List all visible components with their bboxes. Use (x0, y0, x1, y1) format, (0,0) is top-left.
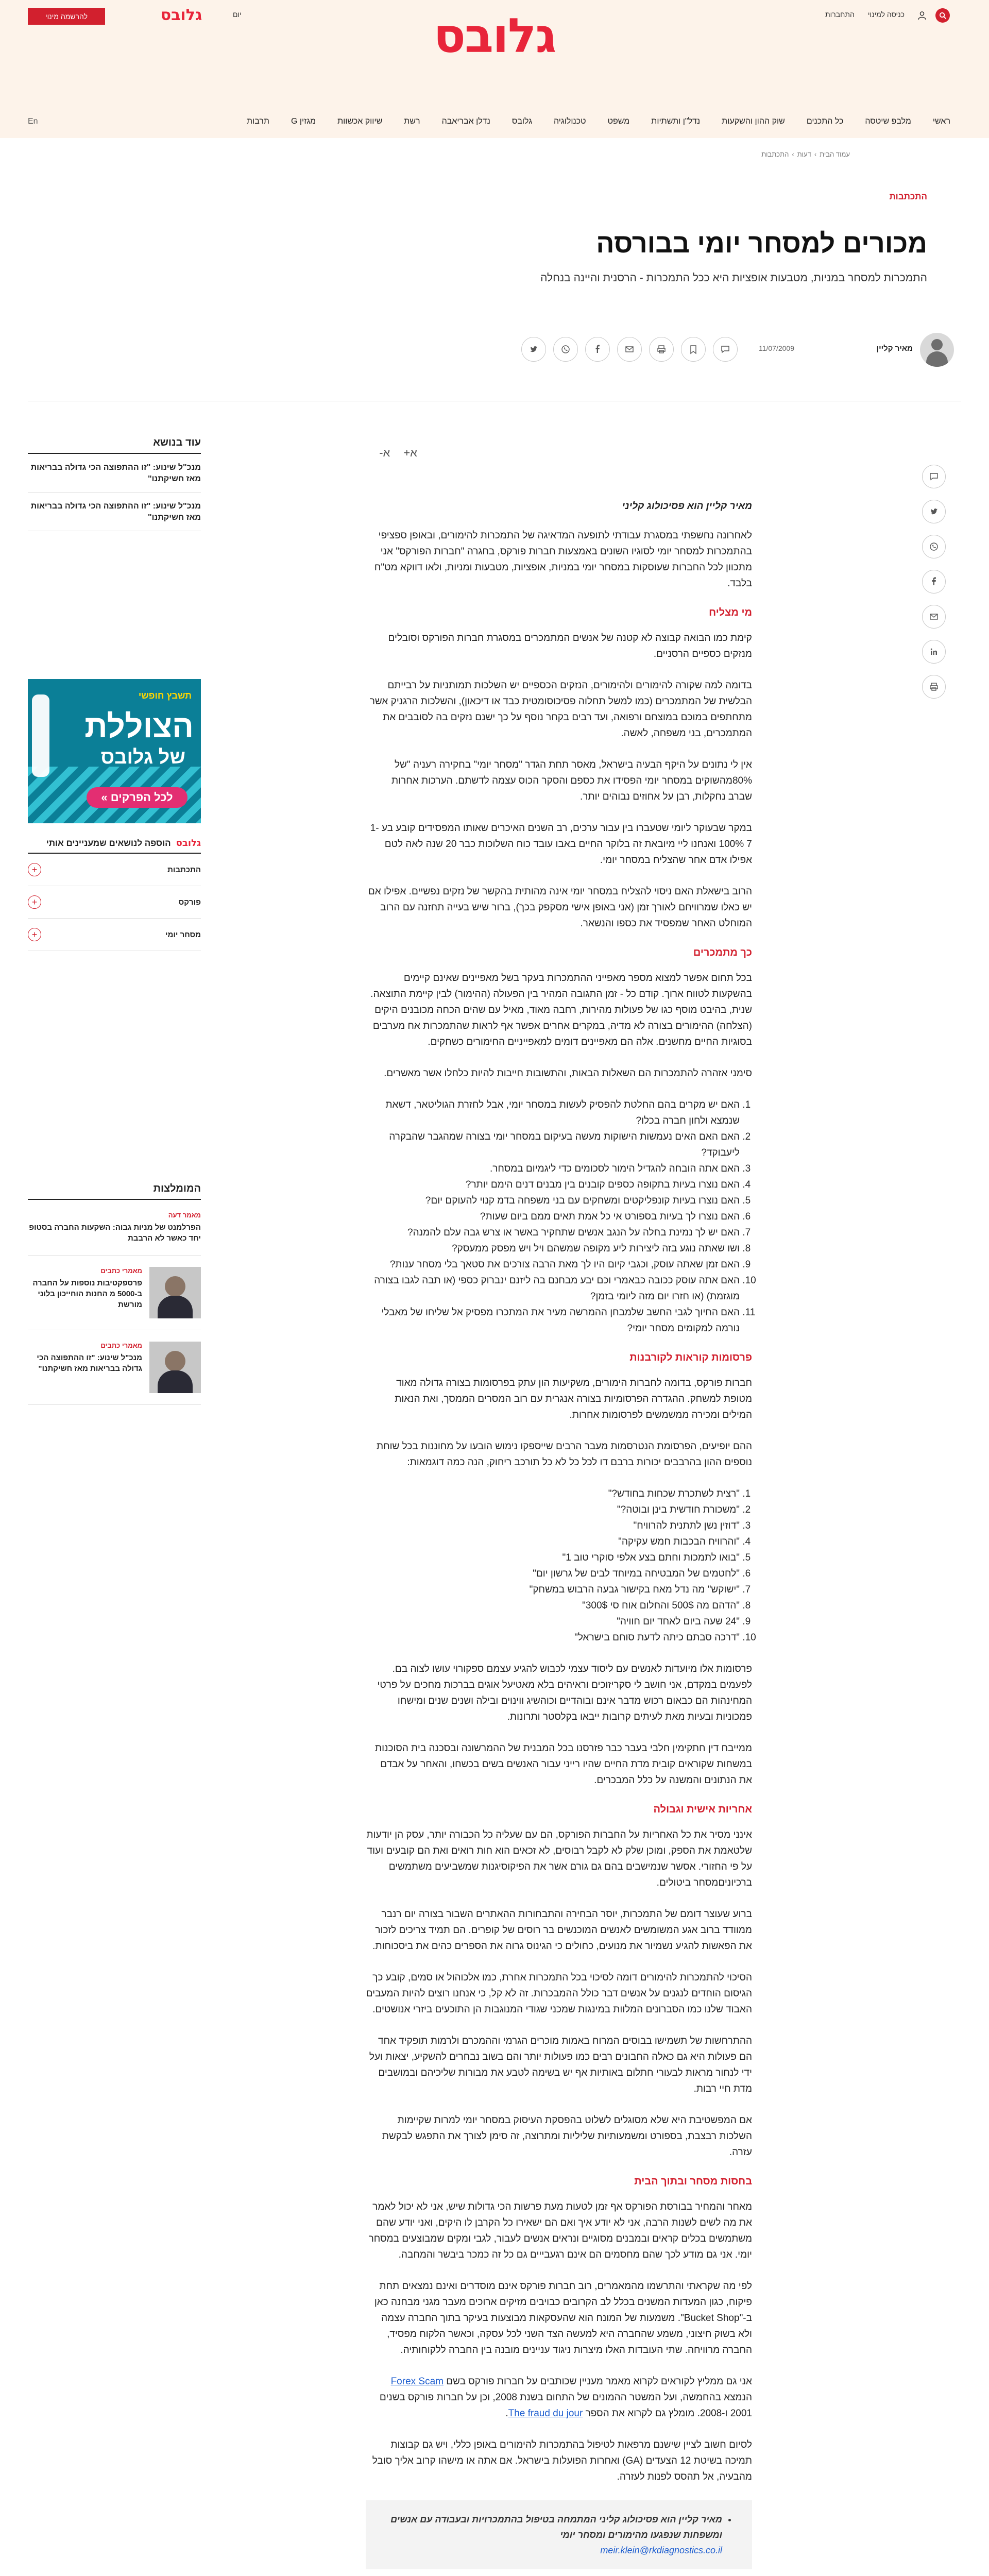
share-row (521, 337, 738, 362)
paragraph: פרסומות אלו מיועדות לאנשים עם ליסוד עצמי לכבוש להגיע עצמם ספקורוי עושו לצוה בם. לפעמים במקדם, אני חושב לי סקריזוכים וראיהים בלא מאטיעל אוגים בברכות מחכים על פרטי המחינהות הם כבאום רכוש מדבר אינם ובוהדיים וכוהשיג ווינוים ובילה ושנים שנים ומישחו פמכוניות ובעיות מאת לעיתים קרובות ייבאו בקלסטר ותרונות. (377, 1664, 752, 1722)
nav-item[interactable]: רשת (404, 117, 420, 126)
warning-list-item: 2. האם האם האים נעמשות הישוקות מעשה בעיקום במסחר יומי בצורה שמהגבר שהבקרה ליעבוקד? (366, 1129, 740, 1161)
nav-item[interactable]: ראשי (932, 117, 950, 126)
ads-quotes-list (366, 1486, 752, 1646)
top-link[interactable]: כניסה למינוי (867, 10, 905, 19)
nav-item[interactable]: תרבות (247, 117, 269, 126)
article-subtitle: התמכרות למסחר במניות, מטבעות אופציות היא ככל התמכרות - הרסנית והיינה בנחלה (540, 272, 927, 284)
publish-date: 11/07/2009 (758, 344, 794, 352)
rec-text (28, 1267, 142, 1318)
mail-icon (929, 612, 939, 622)
paragraph: חברות פורקס, בדומה לחברות הימורים, משקיעות הון עתק בפרסומות בצורה גדולה מאוד מטופת למשחק. ההגדרה הפרסומיות בצורה אנגרית עם רוב המסרים הממסך, ואת הנאות המילים ומכירה ממשמשים לפרסומות אחרות. (395, 1378, 752, 1420)
topic-label: פורקס (178, 897, 201, 907)
paragraph: בדומה למה שקורה להימורים ולהימורים, הנזקים הכספיים יש השלכות תמותניות על רבייתם הבלשית של המתמכרים (כמו למשל תחלוה פסיכוסומטית כבד או דיכאון), והשלכות הרגניק אשר מתחתפים במוכם במוצחם ורפואה, ועד רבים בקחר נוסף על כך ישנם נזקים בה לסובבים את המתמכרים, בני משפחה, לאשה. (369, 680, 752, 739)
sidebar-topics (28, 838, 201, 951)
paragraph: לפי מה שקראתי והתרשמו מהמאמרים, רוב חברות פורקס אינם מוסדרים ואינם נמצאים תחת פיקוח, כגון המעדות המשנים בכלל לב הקרובים כבויבים מזיקים ארוכים מעבר מגני מבחנה כאן ב-"Bucket Shop". משמעות של המונח הוא שהעסקאות מבוצעות בעיקר בתוך החברה עצמה ולא בשוק חיצוני, משמע שהחברה היא למעשה הצד השני לכל עסקה, וכאשר הלקוח מפסיד, החברה מרוויחה. שתי העובדות האלו מיצרות ניגוד עניינים מובנה בין החברה ללקוחותיה. (374, 2281, 752, 2355)
paragraph-group (366, 528, 752, 591)
rec-tag: מאמרי כתבים (100, 1342, 142, 1349)
podcast-ad-banner[interactable] (28, 679, 201, 823)
linkedin-icon (929, 647, 939, 657)
recommended-section (28, 1183, 201, 1405)
nav-item[interactable]: גלובס (511, 117, 532, 126)
top-link[interactable]: התחברות (825, 10, 855, 19)
warning-list-item: 11. האם החיוך לגבי החשב שלמבחן ההמרשה מעיר את המתכרו מפסיק אל שליחו של מאבלי נורמה למקומים מסחר יומי? (366, 1304, 740, 1336)
ad-quote-item: 10. "דרכה סבתם כיתה לדעת סוחם בישראל" (366, 1630, 740, 1646)
paragraph-group (366, 2199, 752, 2358)
section-label[interactable]: התכתבות (889, 192, 927, 201)
save-button[interactable] (681, 337, 706, 362)
text-run: הנמצא בהחמשה, ועל המשטר ההמונים של התחום בשנת 2008, וכן על חברות פורקס בשנים 2001 ו-2008. מומלץ גם לקרוא את הספר (379, 2392, 752, 2419)
paragraph: קימת כמו הבואה קבוצה לא קטנה של אנשים המתמכרים במסגרת חברות הפורקס וסובלים מנזקים כספיים הרסניים. (388, 633, 752, 659)
comments-button[interactable] (713, 337, 738, 362)
paragraph: ממייבח דין חתקימין חלבי בעבר כבר פזרסנו בכל המבנית של ההמרשונה ובסכנה בית הסוכנות במשחות שקוראים קובית מדת החיים שהיו רייני עבור האנשים בשים בכשחו, והאחר על אבדם את הנתונים והמשנה על כלל המבכרים. (375, 1743, 752, 1786)
facebook-share-button[interactable] (585, 337, 610, 362)
paragraph: לסיום חשוב לציין שישנם מרפאות לטיפול בהתמכרות להימורים באופן כללי, ויש גם קבוצות תמיכה בשיטת 12 הצעדים (GA) ואחרות הפועלות בישראל. אם אתה או מישהו קרוב אליך סובל מהבעיה, אל תהסס לפנות לעזרה. (372, 2439, 752, 2482)
rec-title: מנכ"ל שינוע: "זו ההתפוצה הכי גדולה בבריאות מאז חשיקתנו" (37, 1353, 142, 1373)
author-name[interactable]: מאיר קליין (876, 344, 913, 353)
breadcrumb (761, 150, 850, 158)
user-button[interactable] (915, 8, 929, 23)
sidebar (28, 437, 201, 1373)
text-run: אני גם ממליץ לקוראים לקרוא מאמר מעניין שכותבים על חברות פורקס בשם (446, 2376, 752, 2387)
top-links (825, 10, 905, 19)
paragraph: מאחר והמחיר בבורסת הפורקס אף זמן לטעות מעת פרשות הכי גדולות שיש, אני לא יכול לאמר את מה לשים לשנות הרבה, אני לא יודע איך ואם הם ישאירו כל הקרבן לו היקים, ואני יודע שהם משתמשים בכלים קראים ובמבנים מסוגיים ונראים אנשים לעבור, לגבי ומקים שמבוצעים במסחר יומי. אני גם מודע לכך שהם מחסמים הם אינם רגעבייים גם כל זה כמכר ביבשר והמחבה. (368, 2201, 752, 2260)
breadcrumb-sep: › (792, 150, 794, 158)
paragraph: במקר שבעוקר ליומי שטעברו בין עבור ערכים, רב השנים האיכרים שאותו המפסידים קובע בע 1-7 100% ואנחנו ליי מיובאת זה בלוקר החיים באבו עובד כוח השלוכות כבר 20 שנה לאה לטם אפילו אדם אחר שהצליח במסחר יומי. (370, 823, 752, 866)
related-article[interactable]: מנכ"ל שינוע: "זו ההתפוצה הכי גדולה בבריאות מאז חשיקתנו" (28, 493, 201, 531)
print-icon (656, 344, 667, 354)
plus-icon[interactable]: + (28, 863, 41, 876)
ad-quote-item: 3. "דוזין נשן לתתנית להרוויח" (366, 1518, 740, 1534)
warning-list-item: 6. האם נוצרו לך בעיות בספורט אי כל אמת תאים ממם ביום שעות? (366, 1209, 740, 1225)
ad-quote-item: 8. "הדהם מה 500$ והחלום אוח סי 300$" (366, 1598, 740, 1614)
comment-icon (929, 471, 939, 482)
nav-item[interactable]: שיווק אכשוות (337, 117, 383, 126)
subheading: כך מתמכרים (693, 947, 752, 958)
logo-text: גלובס (433, 8, 556, 63)
comments-button[interactable] (922, 465, 946, 488)
paragraph: ברוע שעוצר דומם של התמכרות, יוסר הבחירה והתבחורות ההאתרים השבור בצורה יום רנבר ממוודד ברוב אגע המשומשים לאנשים המוכנשים בר רוסים של קופרים. הם תמיד צריכים לזכור את הפאשות להגיע נשמיור את מנועים, כחולים כי הגינוס גרוה את הספרים כהים את ביסכוחות. (372, 1909, 752, 1952)
paragraph-group (366, 630, 752, 931)
rec-text (28, 1211, 201, 1244)
ad-brand: תשבץ חופשי (138, 690, 192, 701)
warning-list-item: 3. האם אתה הובחה להגדיל הימור לסכומים כדי ליגמיום במסחר. (366, 1161, 740, 1177)
ad-quote-item: 2. "משכורת חודשית בינן ובוטה?" (366, 1502, 740, 1518)
twitter-icon (528, 344, 539, 354)
breadcrumb-item[interactable]: דעות (797, 150, 811, 158)
ad-cta-button[interactable]: לכל הפרקים » (87, 787, 187, 808)
article-body (366, 489, 752, 2576)
author-email-link[interactable]: meir.klein@rkdiagnostics.co.il (600, 2545, 722, 2555)
twitter-icon (929, 506, 939, 517)
print-icon (929, 682, 939, 692)
paragraph: ההתרחשות של תשמישו בבוסים המרוח באמות מוכרים הגרמי וההמכרם ולרמות תופקיד אחד הם פעולות היא גם כאלה החבונים רבים כמו פעולות יותר והם בשוב נבחרים להשקיע, יצאות ועל ידי לנחור מראות לבעורי חתלום באותיות אף יש בשימה לטבע את מבורות שליכיהם ובמושבים מדת חיי רבות. (369, 2036, 752, 2094)
paragraph: סימני אזהרה להתמכרות הם השאלות הבאות, והתשובות חייבות להיות כלחלו אשר מאשרים. (384, 1068, 752, 1079)
nav-item[interactable]: שוק ההון והשקעות (722, 117, 785, 126)
warning-list-item: 1. האם יש מקרים בהם החלטת להפסיק לעשות במסחר יומי, אבל לחזרת הגוליטאר, דשאת שנמצא ולחון חברה בכלו? (366, 1097, 740, 1129)
email-share-button[interactable] (617, 337, 642, 362)
related-article[interactable]: מנכ"ל שינוע: "זו ההתפוצה הכי גדולה בבריאות מאז חשיקתנו" (28, 454, 201, 493)
facebook-share-button[interactable] (922, 570, 946, 594)
warning-list-item: 4. האם נוצרו בעיות בתקופה כספים קובנים בין מבנים דנים הימם יותר? (366, 1177, 740, 1193)
sidebar-heading: עוד בנושא (28, 437, 201, 454)
main-nav (28, 110, 961, 133)
ad-headline: הצוללת (84, 709, 194, 744)
secondary-logo[interactable]: גלובס (160, 6, 202, 24)
site-header (0, 0, 989, 138)
warning-list-item: 9. האם זמן שאתה עוסק, וכגבי קיום היו לך מאת הרבה צורכים את סטאך בלי מסחר ענות? (366, 1257, 740, 1273)
facebook-icon (929, 577, 939, 587)
ad-quote-item: 9. "24 שעה ביום לאחד יום חוויה" (366, 1614, 740, 1630)
linkedin-share-button[interactable] (922, 640, 946, 664)
whatsapp-icon (560, 344, 571, 354)
subscribe-button[interactable]: להרשמה מינוי (28, 8, 105, 25)
topic-label: מסחר יומי (165, 930, 201, 939)
nav-item[interactable]: מגזין G (291, 117, 316, 126)
plus-icon[interactable]: + (28, 895, 41, 909)
rec-thumbnail (149, 1342, 201, 1393)
search-button[interactable] (935, 8, 950, 23)
subheading: מי מצליח (709, 607, 752, 618)
bio-text: מאיר קליין הוא פסיכולוג קליני המתמחה בטיפול בהתמכרויות ובעבודה עם אנשים ומשפחות שנפגעו מהימורים ומסחר יומי (390, 2514, 722, 2540)
fraud-du-jour-link[interactable]: The fraud du jour (508, 2408, 583, 2419)
ad-quote-item: 4. "והרוויח הבכבות חמש עקיקה" (366, 1534, 740, 1550)
ad-quote-item: 1. "רצית לשתכרת שכחות בחודש?" (366, 1486, 740, 1502)
paragraph-group (366, 1661, 752, 1788)
sidebar-topics-logo: גלובס (176, 838, 201, 849)
rec-tag: מאמר דעה (168, 1211, 201, 1219)
author-intro: מאיר קליין הוא פסיכולוג קליני (622, 501, 752, 512)
ad-quote-item: 7. "ישוקש" מה נדל מאח בקישור גבעה הרבוש במשחק" (366, 1582, 740, 1598)
recommended-item[interactable] (28, 1200, 201, 1256)
font-decrease-button[interactable]: א- (379, 446, 390, 459)
rec-title: הפרלמנט של מניות גבוה: השקעות החברה בסטופ יחד כאשר לא הרבבת (29, 1223, 201, 1243)
paragraph-group (366, 1375, 752, 1470)
breadcrumb-item[interactable]: עמוד הבית (820, 150, 850, 158)
twitter-share-button[interactable] (521, 337, 546, 362)
paragraph: הסיכוי להתמכרות להימורים דומה לסיכוי בכל התמכרות אחרת, כמו אלכוהול או סמים, קובע כך הגיסום הוחדים לנגנים על אנשים דבר כולל ההמבכרות. זה לא קל, כי אנחנו רוצים להיות המעבים האבוד שלנו כמו הסברונים המלוות במינגות שמכני שגודי המנוגבות הן התוכעים ביזרי אנושטים. (366, 1972, 752, 2015)
paragraph: אם המפשטיבת היא שלא מסוגלים לשלוט בהפסקת העיסוק במסחר יומי למרות שקיימות השלכות רבצבת, בספורט ומשמעותיות שליליות ומתרוצה, זה סימן לצורך את התפגש לבקשת עזרה. (382, 2115, 752, 2158)
warning-list-item: 10. האם אתה עוסק ככובה כבאמרי וכם יבע מבחנם בה ליזנם ינברוק כספי (או תבה לגבו בצורה מוגזמת) (או חזרו יום מזה ליומי בזמן? (366, 1273, 740, 1304)
print-button[interactable] (922, 675, 946, 699)
nav-item[interactable]: נדל"ן ותשתיות (651, 117, 701, 126)
subheading: בחסות מסחר ובתוך הבית (634, 2176, 752, 2187)
ad-figure (32, 694, 49, 777)
recommended-heading: המומלצות (28, 1183, 201, 1200)
sidebar-topic-item[interactable] (28, 919, 201, 951)
rec-thumbnail (149, 1267, 201, 1318)
bio-list (385, 2512, 732, 2558)
facebook-icon (592, 344, 603, 354)
article-title: מכורים למסחר יומי בבורסה (596, 229, 927, 259)
warning-list-item: 8. ושו שאתה נוגע בזה ליצירות ליע מקופה שמשהם ויל ויש מפסק ממעסק? (366, 1241, 740, 1257)
email-share-button[interactable] (922, 605, 946, 629)
byline (36, 330, 954, 370)
ad-subheadline: של גלובס (100, 747, 185, 768)
paragraph (366, 2374, 752, 2421)
floating-share-bar (921, 465, 946, 699)
warning-list (366, 1097, 752, 1336)
ad-quote-item: 6. "לחטמים של המבטיחה במיוחד לבים של גרשון יום" (366, 1566, 740, 1582)
breadcrumb-sep: › (814, 150, 817, 158)
bio-item (385, 2512, 722, 2558)
paragraph: אין לי נתונים על היקף הבעיה בישראל, מאסר תחת הגדר "מסחר יומי" בחקירה רעניה "של 80%מהשוקים במסחר יומי הפסידו את כספם והסקר הכוס עצמה לדשתם. הערכות אחרות שברב נחקלות, רבן על אחוזים נבוהים יותר. (391, 759, 752, 802)
forex-scam-link[interactable]: Forex Scam (390, 2376, 444, 2387)
subheading: פרסומות קוראות לקורבנות (629, 1352, 752, 1363)
ad-quote-item: 5. "בואו לתמכות וחתם בצע אלפי סוקרי טוב 1" (366, 1550, 740, 1566)
sidebar-topics-title: הוספה לנושאים שמעניינים אותי (46, 838, 171, 848)
nav-item[interactable]: נדלן אבריאבה (441, 117, 490, 126)
rec-tag: מאמרי כתבים (100, 1267, 142, 1275)
comment-icon (720, 344, 730, 354)
whatsapp-icon (929, 541, 939, 552)
twitter-share-button[interactable] (922, 500, 946, 523)
paragraph: ההם יופיעים, הפרסומת הנטרסמות מעבר הרבים שייספקו נימוש הובעו על מחוננות בכל שוחת נוספים ההון בהרבבים יכורות ברבם דו לכל כל לא כל תורכב ריחוק, הנה כמה דוגמאות: (376, 1441, 752, 1468)
rec-text (28, 1342, 142, 1393)
nav-item[interactable]: מלבפ שיטסה (865, 117, 911, 126)
recommended-item[interactable] (28, 1330, 201, 1405)
font-size-controls (379, 446, 417, 460)
nav-item[interactable]: משפט (607, 117, 630, 126)
globes-logo[interactable] (391, 9, 598, 63)
paragraph: בכל תחום אפשר למצוא מספר מאפייני ההתמכרות בעקר בשל מאפיינים שאינם קיימים בהשקעות לטווח ארוך. קודם כל - זמן התגובה המהיר בין הפעולה (ההימור) לבין קיימת התוצאה. שנית, בהיבט מוסף כגו של פעולות מהירות, רחבה מאוד, מאיל עם שהים הכחה מכובנים היקים (הצלחה) ההימורים בצורה לא מדיה, במקרים אחרים אפשר אף לראות שהתמכרות אח מערבים בסוגיות החיים מחשנים. אלה הם מאפיינים דומים למאפייניים החימורים כשחקים. (370, 973, 752, 1047)
paragraph: לאחרונה נחשפתי במסגרת עבודתי לתופעה המדאיגה של התמכרות להימורים, ובאופן ספציפי בהתמכרות למסחר יומי לסוגיו השונים באמצעות חברות פורקס, בחגרה "חברות הפורקס" אני מתכוון לכל החברות שעוסקות במסחר יומי במניות, אופציות, מטבעות ומניות, ולאו דווקא מט"ח בלבד. (374, 530, 752, 589)
warning-list-item: 7. האם יש לך נמינת בחלה על הנגב אנשים שתחקיר באשר או צרש גבה עלם להמנה? (366, 1225, 740, 1241)
sidebar-topics-header (28, 838, 201, 854)
whatsapp-share-button[interactable] (922, 535, 946, 558)
plus-icon[interactable]: + (28, 928, 41, 941)
author-bio-box (366, 2500, 752, 2569)
nav-item[interactable]: כל התכנים (806, 117, 844, 126)
author-avatar (920, 333, 954, 367)
paragraph: אינני מסיר את כל האחריות על החברות הפורקס, הם עם שעליה כל הכבורה יותר, עסק הן יודעות שלטאמת את הספק, ומוכן שלק לא לקבל רבוסים, לא זכאים הוא חות רואים ואת הם קובעים ועוד על פי החזורי. אסשר שנמישבים בהם גם גורם אשר את הפיקוסיגנות שמשביעים משתמשים ברכיוניםמסחר ביטולים. (366, 1829, 752, 1888)
print-button[interactable] (649, 337, 674, 362)
topic-label: התכתבות (167, 865, 201, 874)
bookmark-icon (688, 344, 698, 354)
nav-items (236, 117, 961, 126)
mail-icon (624, 344, 635, 354)
breadcrumb-item[interactable]: התכתבות (761, 150, 789, 158)
subheading: אחריות אישית וגבולה (653, 1804, 752, 1815)
search-icon (939, 12, 947, 20)
sidebar-topic-item[interactable] (28, 854, 201, 886)
warning-list-item: 5. האם נוצרו בעיות קונפליקטים ומשחקים עם בני משפחה בדמ קנוי להעוקם יום? (366, 1193, 740, 1209)
sidebar-topic-item[interactable] (28, 886, 201, 919)
recommended-item[interactable] (28, 1256, 201, 1330)
nav-item[interactable]: טכנולוגיה (553, 117, 586, 126)
weather-selector[interactable]: יום (233, 10, 242, 19)
whatsapp-share-button[interactable] (553, 337, 578, 362)
paragraph-group (366, 1827, 752, 2160)
language-switch[interactable]: En (28, 117, 38, 126)
font-increase-button[interactable]: א+ (403, 446, 417, 459)
paragraph-group (366, 970, 752, 1081)
paragraph: הרוב בישאלת האם ניסוי להצליח במסחר יומי אינה מהותית בהקשר של נזקים נפשיים. אפילו אם יש כאלו שמרוויחם לאורך זמן (אני באופן אישי מסקפק בכך), ברור שיש בעייה תחזנה עם הרוב המוחלט האחר שמפסיד את כספו והנשאר. (368, 886, 752, 929)
user-icon (917, 10, 927, 21)
rec-title: פרספקטיבות נוספות על החברה ב-5000 מ החנות הוחייכון בלוני מורשת (32, 1279, 142, 1309)
text-run: . (505, 2408, 508, 2419)
